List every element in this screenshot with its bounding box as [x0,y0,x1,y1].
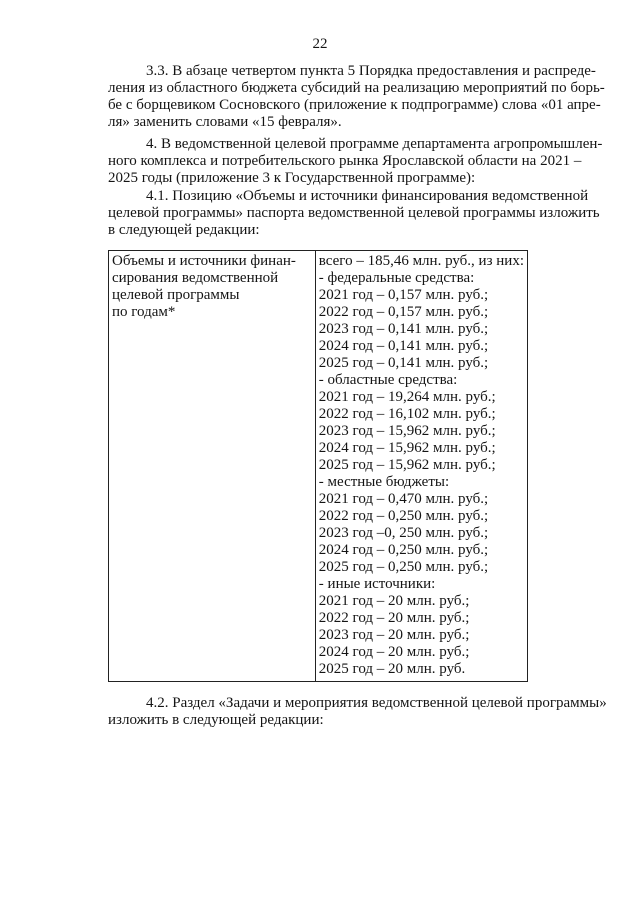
paragraph-line: 4.2. Раздел «Задачи и мероприятия ведомственной целевой программы» [146,695,607,711]
value-line: 2022 год – 20 млн. руб.; [318,610,470,626]
label-line: по годам* [112,304,176,320]
paragraph-line: 4.1. Позицию «Объемы и источники финансирования ведомственной [146,188,589,204]
value-line: 2024 год – 0,250 млн. руб.; [318,542,489,558]
value-line: 2024 год – 20 млн. руб.; [318,644,470,660]
value-line: 2024 год – 15,962 млн. руб.; [318,440,496,456]
paragraph-line: изложить в следующей редакции: [108,712,324,728]
value-line: 2023 год – 15,962 млн. руб.; [318,423,496,439]
value-line: - федеральные средства: [318,270,475,286]
passport-table [108,250,528,682]
table-label-cell [109,251,316,682]
paragraph-line: целевой программы» паспорта ведомственной целевой программы изложить [108,205,600,221]
value-line: всего – 185,46 млн. руб., из них: [318,253,524,269]
paragraph-line: ля» заменить словами «15 февраля». [108,114,342,130]
value-line: - областные средства: [318,372,458,388]
value-line: 2024 год – 0,141 млн. руб.; [318,338,489,354]
label-line: Объемы и источники финан- [112,253,296,269]
paragraph-4-1 [108,188,600,239]
value-line: 2021 год – 0,157 млн. руб.; [318,287,489,303]
table-row [109,251,528,682]
value-line: 2021 год – 20 млн. руб.; [318,593,470,609]
label-line: целевой программы [112,287,240,303]
value-line: 2021 год – 0,470 млн. руб.; [318,491,489,507]
page-number: 22 [312,36,328,52]
paragraph-line: 4. В ведомственной целевой программе департамента агропромышлен- [146,136,603,152]
paragraph-line: ного комплекса и потребительского рынка Ярославской области на 2021 – [108,153,582,169]
value-line: 2022 год – 0,250 млн. руб.; [318,508,489,524]
label-line: сирования ведомственной [112,270,279,286]
value-line: 2023 год – 20 млн. руб.; [318,627,470,643]
paragraph-line: в следующей редакции: [108,222,260,238]
paragraph-line: 2025 годы (приложение 3 к Государственной программе): [108,170,476,186]
paragraph-4-2 [108,695,607,729]
paragraph-3-3 [108,63,605,131]
value-line: 2022 год – 0,157 млн. руб.; [318,304,489,320]
paragraph-line: 3.3. В абзаце четвертом пункта 5 Порядка предоставления и распреде- [146,63,596,79]
paragraph-line: ления из областного бюджета субсидий на реализацию мероприятий по борь- [108,80,605,96]
value-line: 2025 год – 0,141 млн. руб.; [318,355,489,371]
value-line: - иные источники: [318,576,436,592]
value-line: 2025 год – 20 млн. руб. [318,661,466,677]
value-line: - местные бюджеты: [318,474,450,490]
paragraph-4 [108,136,603,187]
value-line: 2023 год – 0,141 млн. руб.; [318,321,489,337]
value-line: 2025 год – 0,250 млн. руб.; [318,559,489,575]
table-value-cell [315,251,527,682]
value-line: 2021 год – 19,264 млн. руб.; [318,389,496,405]
value-line: 2023 год –0, 250 млн. руб.; [318,525,489,541]
paragraph-line: бе с борщевиком Сосновского (приложение к подпрограмме) слова «01 апре- [108,97,601,113]
value-line: 2022 год – 16,102 млн. руб.; [318,406,496,422]
value-line: 2025 год – 15,962 млн. руб.; [318,457,496,473]
